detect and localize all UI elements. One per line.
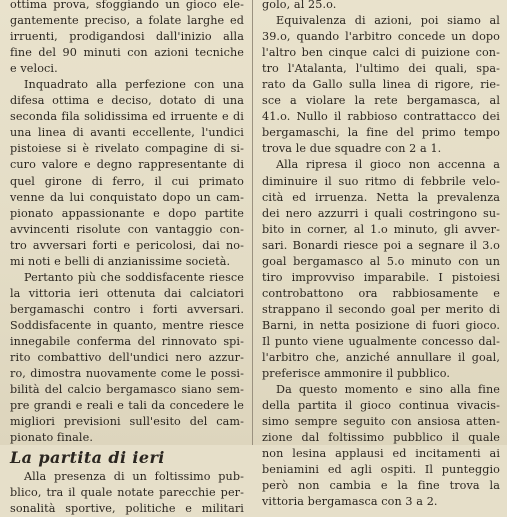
text-line: zione dal foltissimo pubblico il quale — [262, 431, 500, 445]
text-line: tiro improvviso imparabile. I pistoiesi — [262, 270, 500, 284]
text-line: gantemente preciso, a folate larghe ed — [10, 14, 244, 28]
text-line: vittoria bergamasca con 3 a 2. — [262, 495, 438, 509]
right-paragraph-2 — [262, 157, 500, 382]
text-line: curo valore e degno rappresentante di — [10, 158, 244, 172]
text-line: preferisce ammonire il pubblico. — [262, 367, 451, 381]
text-line: irruenti, prodigandosi dall'inizio alla — [10, 30, 244, 44]
text-line: simo sempre seguito con ansiosa atten- — [262, 415, 500, 429]
text-line: ro, dimostra nuovamente come le possi- — [10, 367, 244, 381]
left-paragraph-3 — [10, 270, 244, 447]
text-line: 41.o. Nullo il rabbioso contrattacco dei — [262, 110, 500, 124]
left-paragraph-1 — [10, 0, 244, 77]
text-line: pre grandi e reali e tali da concedere le — [10, 399, 244, 413]
text-line: la vittoria ieri ottenuta dai calciatori — [10, 286, 244, 300]
text-line: della partita il gioco continua vivacis- — [262, 399, 500, 413]
text-line: ottima prova, sfoggiando un gioco ele- — [10, 0, 244, 11]
column-divider — [252, 0, 253, 445]
text-line: fine del 90 minuti con azioni tecniche — [10, 46, 244, 60]
text-line: strappano il secondo goal per merito di — [262, 302, 500, 316]
text-line: pionato finale. — [10, 431, 93, 445]
text-line: pionato appassionante e dopo partite — [10, 206, 244, 220]
text-line: golo, al 25.o. — [262, 0, 337, 11]
text-line: rato da Gallo sulla linea di rigore, rie- — [262, 78, 500, 92]
text-line: tro l'Atalanta, l'ultimo dei quali, spa- — [262, 62, 500, 76]
text-line: difesa ottima e deciso, dotato di una — [10, 94, 244, 108]
text-line: l'arbitro che, anziché annullare il goal, — [262, 351, 500, 365]
text-line: pistoiese si è rivelato compagine di si- — [10, 142, 244, 156]
text-line: venne da lui conquistato dopo un cam- — [10, 190, 244, 204]
left-paragraph-2 — [10, 77, 244, 270]
text-line: rito combattivo dell'undici nero azzur- — [10, 351, 244, 365]
text-line: cità ed irruenza. Netta la prevalenza — [262, 190, 500, 204]
text-line: Equivalenza di azioni, poi siamo al — [276, 14, 500, 28]
text-line: bergamaschi contro i forti avversari. — [10, 302, 244, 316]
text-line: dei nero azzurri i quali costringono su- — [262, 206, 500, 220]
text-line: Il punto viene ugualmente concesso dal- — [262, 334, 500, 348]
text-line: Alla presenza di un foltissimo pub- — [24, 470, 244, 484]
text-line: bito in corner, al 1.o minuto, gli avver- — [262, 222, 500, 236]
text-line: Da questo momento e sino alla fine — [276, 383, 500, 397]
text-line: goal bergamasco al 5.o minuto con un — [262, 254, 500, 268]
text-line: bergamaschi, la fine del primo tempo — [262, 126, 500, 140]
right-paragraph-1 — [262, 0, 500, 157]
text-line: sari. Bonardi riesce poi a segnare il 3.o — [262, 238, 500, 252]
text-line: controbattono ora rabbiosamente e — [262, 286, 500, 300]
text-line: avvincenti risolute con vantaggio con- — [10, 222, 244, 236]
text-line: Inquadrato alla perfezione con una — [24, 78, 244, 92]
section-heading: La partita di ieri — [10, 448, 165, 468]
text-line: però non cambia e la fine trova la — [262, 479, 500, 493]
text-line: trova le due squadre con 2 a 1. — [262, 142, 442, 156]
text-line: seconda fila solidissima ed irruente e di — [10, 110, 244, 124]
right-paragraph-3 — [262, 382, 500, 510]
text-line: migliori previsioni sull'esito del cam- — [10, 415, 244, 429]
text-line: mi noti e belli di anzianissime società. — [10, 254, 231, 268]
text-line: innegabile conferma del rinnovato spi- — [10, 334, 244, 348]
text-line: bilità del calcio bergamasco siano sem- — [10, 383, 244, 397]
text-line: non lesina applausi ed incitamenti ai — [262, 447, 500, 461]
left-paragraph-4 — [10, 469, 244, 517]
text-line: e veloci. — [10, 62, 58, 76]
text-line: diminuire il suo ritmo di febbrile velo- — [262, 174, 500, 188]
text-line: Barni, in netta posizione di fuori gioco. — [262, 318, 500, 332]
text-line: tro avversari forti e pericolosi, dai no- — [10, 238, 244, 252]
text-line: una linea di avanti eccellente, l'undici — [10, 126, 244, 140]
text-line: sce a violare la rete bergamasca, al — [262, 94, 500, 108]
right-column — [262, 0, 500, 511]
left-column — [10, 0, 244, 517]
text-line: Soddisfacente in quanto, mentre riesce — [10, 318, 244, 332]
text-line: Pertanto più che soddisfacente riesce — [24, 270, 244, 284]
text-line: 39.o, quando l'arbitro concede un dopo — [262, 30, 500, 44]
text-line: beniamini ed agli ospiti. Il punteggio — [262, 463, 500, 477]
text-line: quel girone di ferro, il cui primato — [10, 174, 244, 188]
text-line: l'altro ben cinque calci di puizione con- — [262, 46, 500, 60]
text-line: blico, tra il quale notate parecchie per- — [10, 486, 244, 500]
text-line: Alla ripresa il gioco non accenna a — [276, 158, 500, 172]
text-line: sonalità sportive, politiche e militari — [10, 502, 244, 516]
